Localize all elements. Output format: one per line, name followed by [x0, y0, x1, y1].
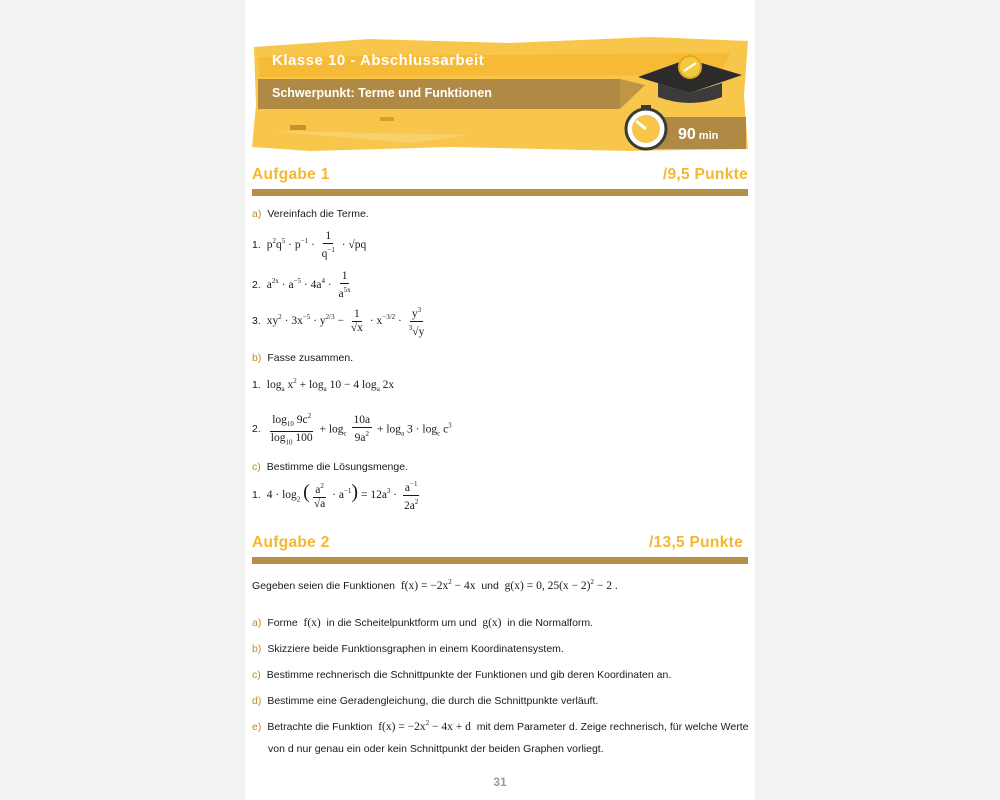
banner-title: Klasse 10 - Abschlussarbeit: [272, 52, 485, 69]
time-badge: [678, 126, 718, 144]
task2-d-text: Bestimme eine Geradengleichung, die durch die Schnittpunkte verläuft.: [267, 695, 599, 707]
task2-e-pre: Betrachte die Funktion: [267, 720, 373, 733]
time-unit: min: [698, 130, 719, 142]
task2-rule: [252, 557, 748, 564]
task1-rule: [252, 189, 748, 196]
task1-a-eq3: 3. $xy^2 \cdot 3x^{-5} \cdot y^{2/3}$ − $\frac{1}{√x}$ · $x^{-3/2}$ · $\frac{y^3}{^3√y}$: [252, 306, 425, 338]
task2-a-pre: Forme: [267, 617, 298, 629]
task1-c-letter: c): [252, 461, 261, 473]
task2-b-letter: b): [252, 643, 262, 655]
task2-title: Aufgabe 2: [252, 534, 330, 551]
task1-title: Aufgabe 1: [252, 166, 330, 183]
task2-e-line2: von d nur genau ein oder kein Schnittpunkt der beiden Graphen vorliegt.: [268, 743, 604, 755]
time-value: 90: [678, 126, 696, 143]
task2-a-mid: in die Scheitelpunktform um und: [326, 617, 477, 629]
task2-points: /13,5 Punkte: [648, 534, 743, 551]
task1-b-eq2: 2. $\frac{\log_{10} 9c^2}{\log_{10} 100}$ + $\log_c$ $\frac{10a}{9a^2}$ + $\log_a 3 \cdot \log_c c^3$: [252, 412, 452, 447]
task1-b-instruction: [252, 352, 353, 364]
task2-d-letter: d): [252, 695, 262, 707]
header-banner: [250, 35, 750, 153]
g-of-x: g(x): [479, 617, 505, 629]
eq-number: 1.: [252, 488, 261, 501]
page-number: 31: [493, 775, 507, 789]
task2-b-text: Skizziere beide Funktionsgraphen in einem Koordinatensystem.: [267, 643, 564, 655]
worksheet-page: [245, 0, 755, 800]
eq-number: 1.: [252, 378, 261, 391]
eq-number: 2.: [252, 279, 261, 292]
task2-e-letter: e): [252, 720, 262, 733]
task2-e: [252, 719, 748, 733]
task1-b-eq1: 1. $\log_a x^2 + \log_a 10 - 4$ $\log_a 2x$: [252, 377, 395, 394]
task1-c-text: Bestimme die Lösungsmenge.: [266, 461, 408, 473]
eq-number: 2.: [252, 423, 261, 436]
task1-b-text: Fasse zusammen.: [267, 352, 354, 364]
eq-number: 1.: [252, 239, 261, 252]
task2-d: [252, 695, 598, 707]
function-f-param: $f(x) = -2x^2 - 4x + d$: [375, 719, 474, 733]
task2-intro-pre: Gegeben seien die Funktionen: [252, 579, 396, 592]
task1-b-letter: b): [252, 352, 262, 364]
eq-number: 3.: [252, 314, 261, 327]
task1-a-instruction: [252, 208, 369, 220]
task2-a-post: in die Normalform.: [507, 617, 594, 629]
task2-intro: [252, 578, 618, 592]
task2-a-letter: a): [252, 617, 262, 629]
task1-c-eq1: 1. $4 \cdot \log_2$ ( $\frac{a^2}{√a}$ · $a^{-1}) = 12a^3$ · $\frac{a^{-1}}{2a^2}$: [252, 480, 419, 512]
task2-intro-and: und: [481, 579, 499, 592]
task2-c-text: Bestimme rechnerisch die Schnittpunkte der Funktionen und gib deren Koordinaten an.: [266, 669, 672, 681]
function-g: g(x) = 0, $25(x - 2)^2 - 2$ .: [501, 578, 618, 592]
task1-a-letter: a): [252, 208, 262, 220]
task2-e-post: mit dem Parameter d. Zeige rechnerisch, für welche Werte: [476, 720, 749, 733]
task2-header: [252, 534, 748, 564]
task2-b: [252, 643, 564, 655]
task2-c-letter: c): [252, 669, 261, 681]
task1-points: /9,5 Punkte: [662, 166, 748, 183]
task1-a-eq1: 1. $p^2q^5 \cdot p^{-1}$ · $\frac{1}{q^{-1}}$ · √pq: [252, 230, 367, 260]
task1-a-text: Vereinfach die Terme.: [267, 208, 369, 220]
f-of-x: f(x): [300, 617, 324, 629]
task1-c-instruction: [252, 461, 408, 473]
task1-header: [252, 166, 748, 196]
task2-c: [252, 669, 671, 681]
task2-a: [252, 617, 593, 629]
task1-a-eq2: 2. $a^{2x} \cdot a^{-5} \cdot 4a^4$ · $\frac{1}{a^{5x}}$: [252, 270, 351, 300]
function-f: $f(x) = -2x^2 - 4x$: [397, 578, 479, 592]
banner-subtitle: Schwerpunkt: Terme und Funktionen: [272, 86, 492, 100]
